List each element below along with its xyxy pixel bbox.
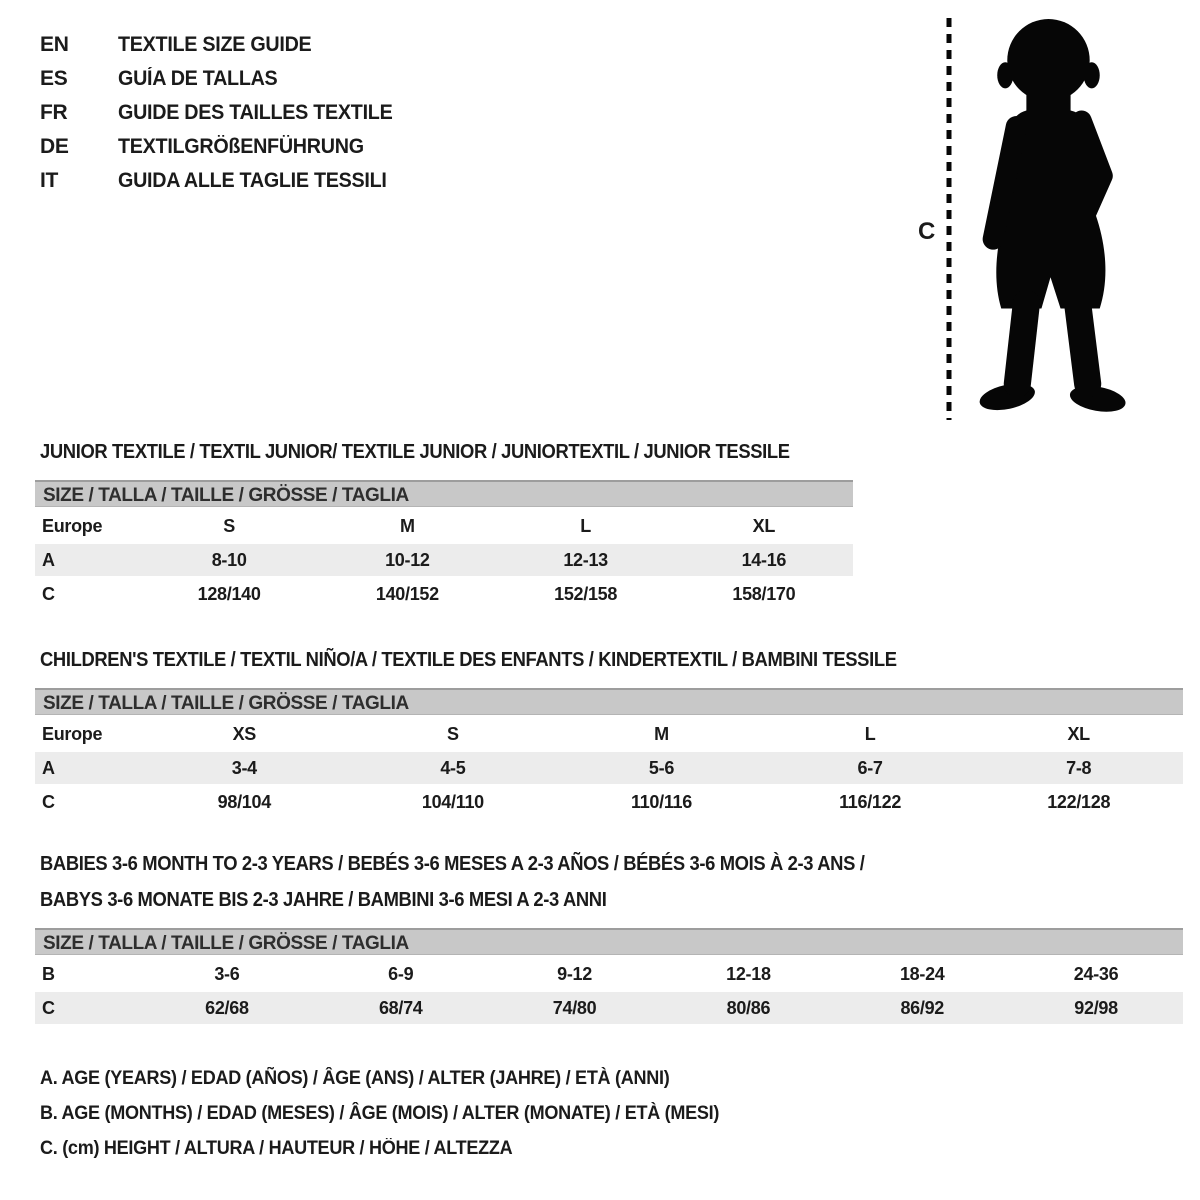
row-label: C [42,792,55,812]
children-size-table [35,688,1183,818]
table-cell: 80/86 [726,998,771,1018]
row-label: B [42,964,55,984]
language-row [40,62,410,96]
language-row [40,130,410,164]
row-label: A [42,550,55,570]
table-row [35,544,853,576]
table-cell: 68/74 [378,998,423,1018]
section-title [35,846,1183,918]
size-table-header: SIZE / TALLA / TAILLE / GRÖSSE / TAGLIA [35,688,1183,715]
language-title: GUIDA ALLE TAGLIE TESSILI [118,169,387,192]
row-label: C [42,998,55,1018]
language-code: DE [40,135,69,158]
table-cell: 8-10 [211,550,247,570]
section-title-line: CHILDREN'S TEXTILE / TEXTIL NIÑO/A / TEXTILE DES ENFANTS / KINDERTEXTIL / BAMBINI TESSILE [40,649,897,671]
table-row [35,510,853,542]
table-cell: 110/116 [630,792,692,812]
legend-line: C. (cm) HEIGHT / ALTURA / HAUTEUR / HÖHE / ALTEZZA [40,1138,513,1159]
table-cell: 9-12 [557,964,592,984]
section-title [35,642,1183,678]
language-code: FR [40,101,68,124]
table-rows [35,507,853,610]
table-cell: 6-7 [857,758,883,778]
size-table-header: SIZE / TALLA / TAILLE / GRÖSSE / TAGLIA [35,480,853,507]
table-cell: 98/104 [217,792,271,812]
table-cell: 24-36 [1073,964,1119,984]
toddler-silhouette-icon [968,14,1136,416]
table-cell: S [447,724,459,744]
section-title-line: JUNIOR TEXTILE / TEXTIL JUNIOR/ TEXTILE JUNIOR / JUNIORTEXTIL / JUNIOR TESSILE [40,441,790,463]
language-list [40,28,410,198]
language-row [40,164,410,198]
section-junior-textile [35,434,853,612]
table-cell: 104/110 [421,792,484,812]
size-table-header: SIZE / TALLA / TAILLE / GRÖSSE / TAGLIA [35,928,1183,955]
table-cell: 74/80 [552,998,597,1018]
language-title: TEXTILGRÖßENFÜHRUNG [118,135,364,158]
language-title: TEXTILE SIZE GUIDE [118,33,312,56]
table-cell: L [580,516,591,536]
babies-size-table [35,928,1183,1024]
table-rows [35,715,1183,818]
table-cell: 14-16 [741,550,787,570]
table-cell: 12-13 [563,550,608,570]
section-title-line: BABIES 3-6 MONTH TO 2-3 YEARS / BEBÉS 3-6 MESES A 2-3 AÑOS / BÉBÉS 3-6 MOIS À 2-3 ANS / [40,853,865,875]
table-cell: 3-6 [214,964,240,984]
table-cell: M [400,516,415,536]
toddler-figure [900,10,1150,425]
table-cell: 122/128 [1047,792,1111,812]
language-code: ES [40,67,68,90]
language-code: IT [40,169,59,192]
height-measure-label: C [918,218,936,245]
table-cell: 92/98 [1074,998,1118,1018]
height-dashed-line-icon [946,18,952,420]
table-cell: 5-6 [648,758,675,778]
junior-size-table [35,480,853,610]
row-label: Europe [42,724,103,744]
table-cell: M [654,724,669,744]
language-title: GUÍA DE TALLAS [118,67,278,90]
table-cell: XL [752,516,776,536]
table-cell: 140/152 [375,584,439,604]
table-row [35,992,1183,1024]
table-cell: 3-4 [231,758,257,778]
table-cell: 152/158 [554,584,618,604]
table-row [35,958,1183,990]
row-label: Europe [42,516,103,536]
table-row [35,578,853,610]
table-cell: 158/170 [732,584,796,604]
table-cell: 10-12 [385,550,430,570]
table-cell: 62/68 [205,998,249,1018]
table-cell: 86/92 [900,998,944,1018]
table-cell: 7-8 [1066,758,1092,778]
table-cell: 116/122 [839,792,902,812]
table-row [35,752,1183,784]
language-row [40,96,410,130]
row-label: C [42,584,55,604]
table-cell: 18-24 [899,964,945,984]
table-cell: 12-18 [726,964,771,984]
row-label: A [42,758,55,778]
table-row [35,786,1183,818]
table-cell: S [223,516,235,536]
table-cell: XS [232,724,256,744]
legend-line: B. AGE (MONTHS) / EDAD (MESES) / ÂGE (MOIS) / ALTER (MONATE) / ETÀ (MESI) [40,1103,720,1124]
legend-line: A. AGE (YEARS) / EDAD (AÑOS) / ÂGE (ANS) / ALTER (JAHRE) / ETÀ (ANNI) [40,1068,670,1089]
section-title-line: BABYS 3-6 MONATE BIS 2-3 JAHRE / BAMBINI 3-6 MESI A 2-3 ANNI [40,889,607,911]
section-babies-textile [35,846,1183,1026]
table-cell: L [864,724,876,744]
table-cell: XL [1067,724,1090,744]
section-childrens-textile [35,642,1183,820]
language-row [40,28,410,62]
section-title [35,434,853,470]
table-cell: 128/140 [197,584,261,604]
table-cell: 6-9 [388,964,414,984]
table-cell: 4-5 [440,758,466,778]
language-title: GUIDE DES TAILLES TEXTILE [118,101,393,124]
table-rows [35,955,1183,1024]
language-code: EN [40,33,69,56]
table-row [35,718,1183,750]
legend [40,1061,755,1166]
